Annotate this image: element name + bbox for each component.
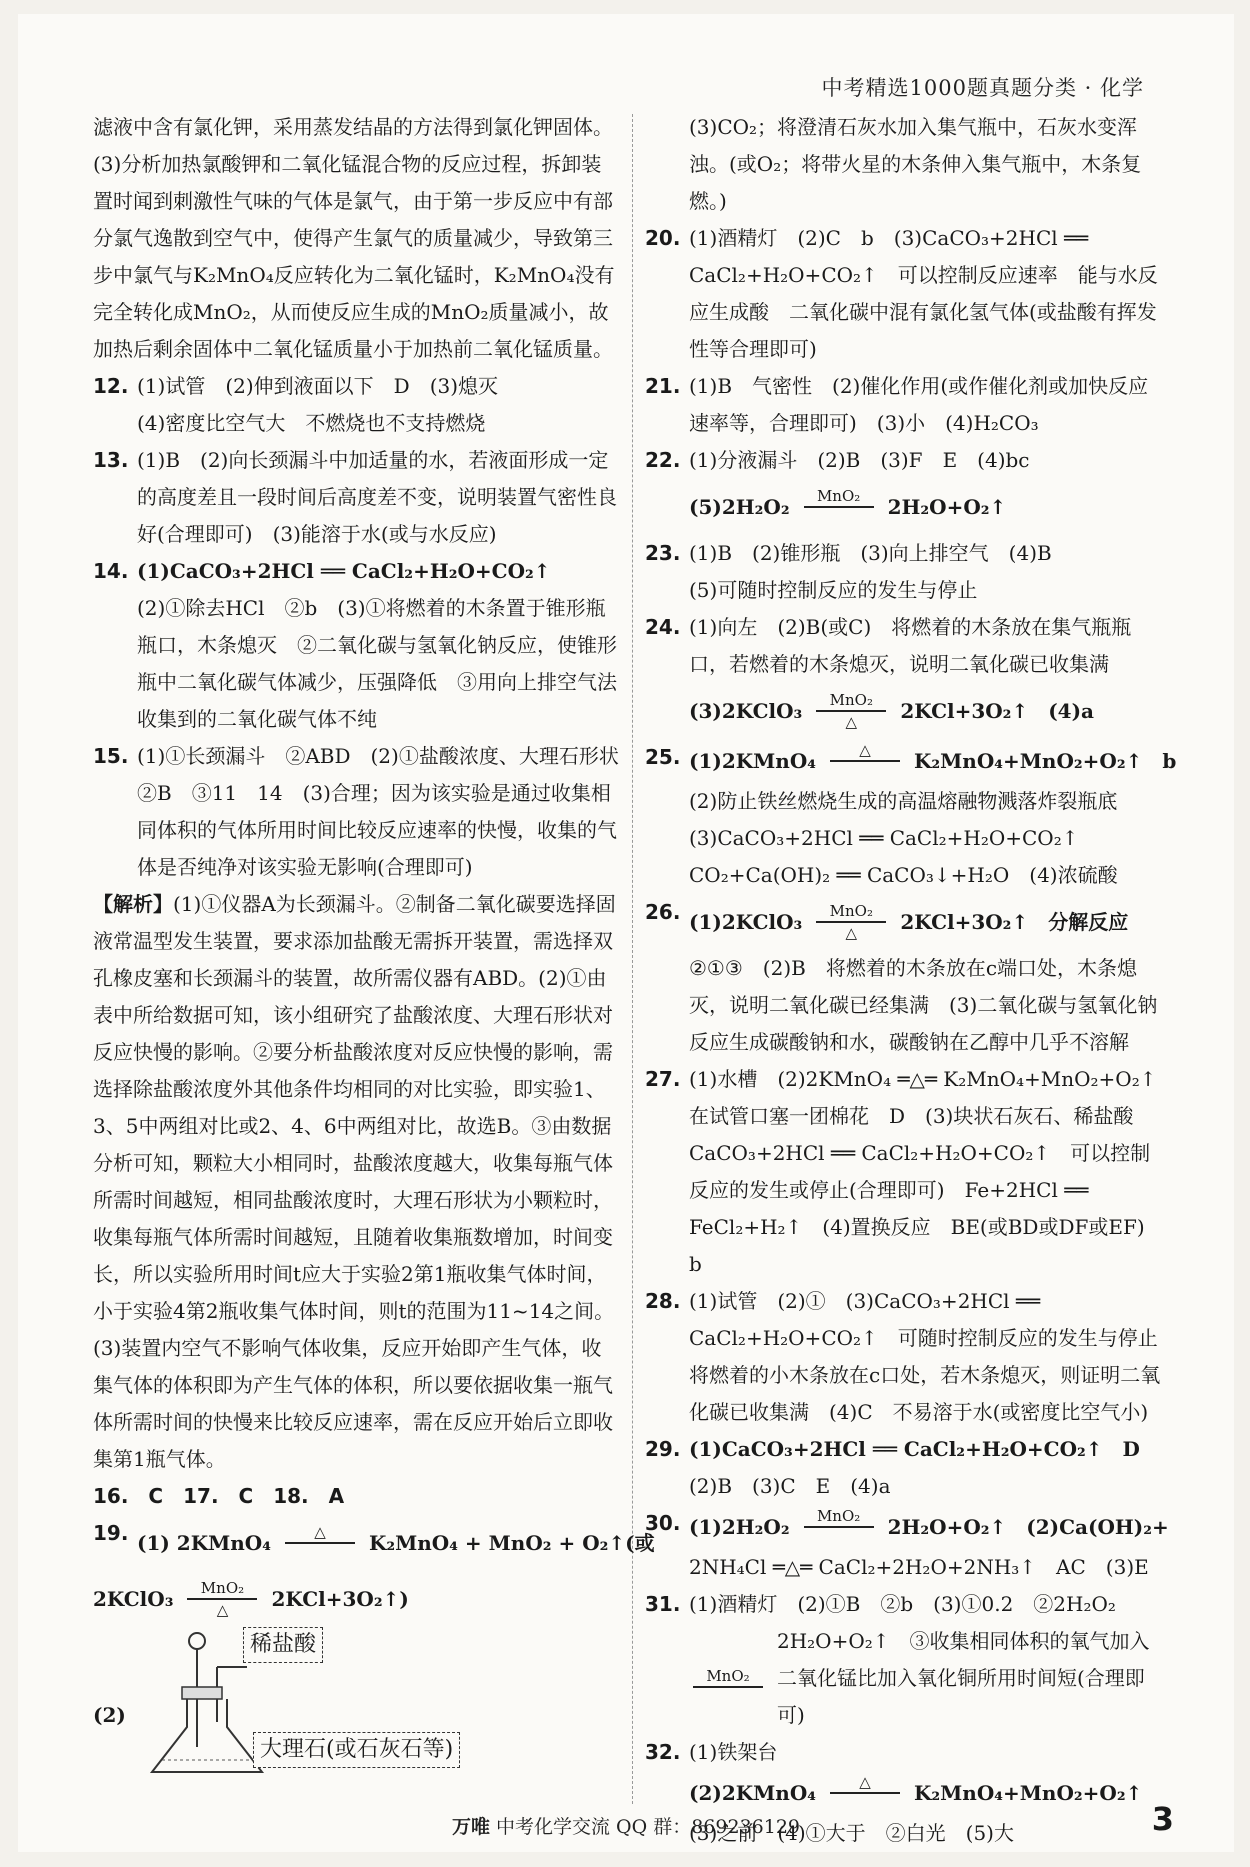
- reaction-condition: [804, 488, 874, 526]
- answer-page: [18, 14, 1234, 1852]
- question-27: [645, 1061, 1177, 1283]
- reactants: (1)2H₂O₂: [689, 1514, 790, 1539]
- page-number: 3: [1151, 1800, 1174, 1838]
- question-number: 14.: [93, 559, 129, 583]
- reactants: (2)2KMnO₄: [689, 1780, 817, 1805]
- question-number: 21.: [645, 374, 681, 398]
- reactants: (5)2H₂O₂: [689, 494, 790, 519]
- analysis-paragraph: [93, 886, 621, 1478]
- page-header-title: 中考精选1000题真题分类 · 化学: [821, 76, 1144, 100]
- reaction-condition: [804, 1508, 874, 1546]
- equation: [689, 683, 1167, 739]
- products: K₂MnO₄+MnO₂+O₂↑ b: [914, 748, 1177, 773]
- reaction-condition: [693, 1668, 763, 1690]
- equation: [689, 1771, 1167, 1815]
- answer-text: (1)分液漏斗 (2)B (3)F E (4)bc: [689, 448, 1030, 472]
- part-2-label: (2): [93, 1703, 126, 1727]
- answer-text: (1)试管 (2)伸到液面以下 D (3)熄灭: [137, 374, 499, 398]
- question-number: 19.: [93, 1521, 129, 1545]
- question-31: [645, 1586, 1167, 1734]
- condition-bottom: △: [845, 924, 858, 942]
- reaction-condition: [187, 1580, 257, 1618]
- products: 2KCl+3O₂↑): [271, 1586, 409, 1611]
- question-15: [93, 738, 639, 886]
- answer-text: (1)B 气密性 (2)催化作用(或作催化剂或加快反应速率等，合理即可) (3)小 (4)H₂CO₃: [689, 374, 1149, 435]
- answer-text: 2NH₄Cl ═△═ CaCl₂+2H₂O+2NH₃↑ AC (3)E: [689, 1555, 1149, 1579]
- answer-text-cont: (2)B (3)C E (4)a: [689, 1474, 891, 1498]
- equation: [689, 479, 1167, 535]
- answer-text-cont: (3)之前 (4)①大于 ②白光 (5)大: [689, 1821, 1014, 1845]
- question-number: 25.: [645, 745, 681, 769]
- label-dilute-hcl: 稀盐酸: [243, 1627, 323, 1663]
- products: 2H₂O+O₂↑ (2)Ca(OH)₂+: [887, 1514, 1169, 1539]
- condition-top: MnO₂: [706, 1666, 750, 1685]
- reaction-condition: [830, 1774, 900, 1812]
- reactants: (1)2KMnO₄: [689, 748, 817, 773]
- question-number: 29.: [645, 1437, 681, 1461]
- question-29: [645, 1431, 1167, 1505]
- answer-text: (1)酒精灯 (2)C b (3)CaCO₃+2HCl ══ CaCl₂+H₂O+CO₂↑ 可以控制反应速率 能与水反应生成酸 二氧化碳中混有氯化氢气体(或盐酸有挥发性等合理即可): [689, 226, 1158, 361]
- apparatus-diagram: [93, 1627, 621, 1787]
- right-column: [645, 109, 1178, 1852]
- question-number: 12.: [93, 374, 129, 398]
- question-30: [645, 1505, 1167, 1586]
- condition-top: MnO₂: [829, 691, 873, 709]
- analysis-text: (1)①仪器A为长颈漏斗。②制备二氧化碳要选择固液常温型发生装置，要求添加盐酸无需拆开装置，需选择双孔橡皮塞和长颈漏斗的装置，故所需仪器有ABD。(2)①由表中所给数据可知，该小组研究了盐酸浓度、大理石形状对反应快慢的影响。②要分析盐酸浓度对反应快慢的影响，需选择除盐酸浓度外其他条件均相同的对比实验，即实验1、3、5中两组对比或2、4、6中两组对比，故选B。③由数据分析可知，颗粒大小相同时，盐酸浓度越大，收集每瓶气体所需时间越短，相同盐酸浓度时，大理石形状为小颗粒时，收集每瓶气体所需时间越短，且随着收集瓶数增加，时间变长，所以实验所用时间t应大于实验2第1瓶收集气体时间，小于实验4第2瓶收集气体时间，则t的范围为11~14之间。(3)装置内空气不影响气体收集，反应开始即产生气体，收集气体的体积即为产生气体的体积，所以要依据收集一瓶气体所需时间的快慢来比较反应速率，需在反应开始后立即收集第1瓶气体。: [93, 892, 616, 1471]
- equation-kclo3: [93, 1571, 621, 1627]
- question-number: 27.: [645, 1067, 681, 1091]
- condition-top: MnO₂: [829, 902, 873, 920]
- condition-top: △: [314, 1523, 326, 1541]
- question-25: [645, 739, 1177, 894]
- answer-text-cont: (5)可随时控制反应的发生与停止: [689, 578, 978, 602]
- equation: [689, 1505, 1167, 1549]
- question-number: 23.: [645, 541, 681, 565]
- condition-top: MnO₂: [816, 1507, 861, 1525]
- equation: [689, 894, 1167, 950]
- question-number: 28.: [645, 1289, 681, 1313]
- products: K₂MnO₄ + MnO₂ + O₂↑(或: [368, 1530, 655, 1555]
- answer-equation: (1)CaCO₃+2HCl ══ CaCl₂+H₂O+CO₂↑ D: [689, 1437, 1140, 1461]
- answer-text: (1)水槽 (2)2KMnO₄ ═△═ K₂MnO₄+MnO₂+O₂↑ 在试管口塞一团棉花 D (3)块状石灰石、稀盐酸 CaCO₃+2HCl ══ CaCl₂+H₂O+CO₂↑ 可以控制反应的发生或停止(合理即可) Fe+2HCl ══ FeCl₂+H₂↑ (4)置换反应 BE(或BD或DF或EF) b: [689, 1067, 1177, 1276]
- reaction-condition: [816, 903, 886, 941]
- equation: [689, 1623, 1167, 1734]
- condition-top: MnO₂: [816, 487, 861, 505]
- condition-top: △: [859, 741, 871, 759]
- question-number: 24.: [645, 615, 681, 639]
- products: 2KCl+3O₂↑ (4)a: [900, 698, 1095, 723]
- question-number: 32.: [645, 1740, 681, 1764]
- condition-bottom: △: [216, 1601, 229, 1619]
- question-13: [93, 442, 621, 553]
- answer-text: (1)向左 (2)B(或C) 将燃着的木条放在集气瓶瓶口，若燃着的木条熄灭，说明二氧化碳已收集满: [689, 615, 1132, 676]
- products: 2H₂O+O₂↑ ③收集相同体积的氧气加入二氧化锰比加入氧化铜所用时间短(合理即可): [777, 1629, 1150, 1727]
- condition-top: △: [859, 1773, 871, 1791]
- question-number: 20.: [645, 226, 681, 250]
- q18-continuation: (3)CO₂；将澄清石灰水加入集气瓶中，石灰水变浑浊。(或O₂；将带火星的木条伸入集气瓶中，木条复燃。): [689, 115, 1142, 213]
- answer-text-cont: (4)密度比空气大 不燃烧也不支持燃烧: [137, 411, 486, 435]
- question-number: 31.: [645, 1592, 681, 1616]
- answer-text: (1)B (2)锥形瓶 (3)向上排空气 (4)B: [689, 541, 1052, 565]
- products: 2KCl+3O₂↑ 分解反应: [900, 909, 1129, 934]
- answer-text: (1)试管 (2)① (3)CaCO₃+2HCl ══ CaCl₂+H₂O+CO₂↑ 可随时控制反应的发生与停止 将燃着的小木条放在c口处，若木条熄灭，则证明二氧化碳已收集满 (4)C 不易溶于水(或密度比空气小): [689, 1289, 1178, 1424]
- reactants: (3)2KClO₃: [689, 698, 803, 723]
- left-column: [93, 109, 655, 1787]
- reaction-condition: [816, 692, 886, 730]
- q11-continuation: 滤液中含有氯化钾，采用蒸发结晶的方法得到氯化钾固体。(3)分析加热氯酸钾和二氧化锰混合物的反应过程，拆卸装置时闻到刺激性气味的气体是氯气，由于第一步反应中有部分氯气逸散到空气中，使得产生氯气的质量减少，导致第三步中氯气与K₂MnO₄反应转化为二氧化锰时，K₂MnO₄没有完全转化成MnO₂，从而使反应生成的MnO₂质量减小，故加热后剩余固体中二氧化锰质量小于加热前二氧化锰质量。: [93, 115, 615, 361]
- brand-logo: 万唯: [451, 1816, 490, 1838]
- condition-top: MnO₂: [200, 1579, 245, 1597]
- answer-text: ②①③ (2)B 将燃着的木条放在c端口处，木条熄灭，说明二氧化碳已经集满 (3)二氧化碳与氢氧化钠反应生成碳酸钠和水，碳酸钠在乙醇中几乎不溶解: [689, 956, 1158, 1054]
- answer-text: (2)防止铁丝燃烧生成的高温熔融物溅落炸裂瓶底 (3)CaCO₃+2HCl ══ CaCl₂+H₂O+CO₂↑ CO₂+Ca(OH)₂ ══ CaCO₃↓+H₂O (4)浓硫酸: [689, 789, 1138, 887]
- analysis-label: 【解析】: [93, 892, 173, 916]
- question-number: 15.: [93, 744, 129, 768]
- questions-16-18: 16. C 17. C 18. A: [93, 1484, 345, 1508]
- question-number: 22.: [645, 448, 681, 472]
- answer-text-cont: (2)①除去HCl ②b (3)①将燃着的木条置于锥形瓶瓶口，木条熄灭 ②二氧化碳与氢氧化钠反应，使锥形瓶中二氧化碳气体减少，压强降低 ③用向上排空气法收集到的二氧化碳气体不纯: [137, 596, 617, 731]
- reactants: (1)2KClO₃: [689, 909, 803, 934]
- equation: [689, 739, 1177, 783]
- products: 2H₂O+O₂↑: [887, 494, 1007, 519]
- question-19: [93, 1515, 655, 1787]
- question-24: [645, 609, 1167, 739]
- question-23: [645, 535, 1167, 609]
- question-26: [645, 894, 1167, 1061]
- question-number: 13.: [93, 448, 129, 472]
- answer-text: (1)酒精灯 (2)①B ②b (3)①0.2 ②2H₂O₂: [689, 1592, 1116, 1616]
- question-number: 26.: [645, 900, 681, 924]
- answer-text: (1)①长颈漏斗 ②ABD (2)①盐酸浓度、大理石形状 ②B ③11 14 (3)合理；因为该实验是通过收集相同体积的气体所用时间比较反应速率的快慢，收集的气体是否纯净对该实验无影响(合理即可): [137, 744, 639, 879]
- products: K₂MnO₄+MnO₂+O₂↑: [914, 1780, 1143, 1805]
- reactants: (1) 2KMnO₄: [137, 1530, 271, 1555]
- question-21: [645, 368, 1167, 442]
- answer-text: (1)铁架台: [689, 1740, 778, 1764]
- answer-text: (1)B (2)向长颈漏斗中加适量的水，若液面形成一定的高度差且一段时间后高度差不变，说明装置气密性良好(合理即可) (3)能溶于水(或与水反应): [137, 448, 617, 546]
- question-22: [645, 442, 1167, 535]
- condition-bottom: △: [845, 713, 858, 731]
- question-number: 30.: [645, 1511, 681, 1535]
- label-marble: 大理石(或石灰石等): [253, 1732, 460, 1768]
- reaction-condition: [285, 1524, 355, 1562]
- reaction-condition: [830, 742, 900, 780]
- answer-equation: (1)CaCO₃+2HCl ══ CaCl₂+H₂O+CO₂↑: [137, 559, 551, 583]
- question-12: [93, 368, 621, 442]
- question-14: [93, 553, 621, 738]
- question-20: [645, 220, 1167, 368]
- reactants: 2KClO₃: [93, 1586, 174, 1611]
- question-28: [645, 1283, 1178, 1431]
- equation-kmno4: [93, 1515, 655, 1571]
- footer-text: 中考化学交流 QQ 群：869236129: [495, 1816, 801, 1838]
- page-footer: [18, 1812, 1234, 1839]
